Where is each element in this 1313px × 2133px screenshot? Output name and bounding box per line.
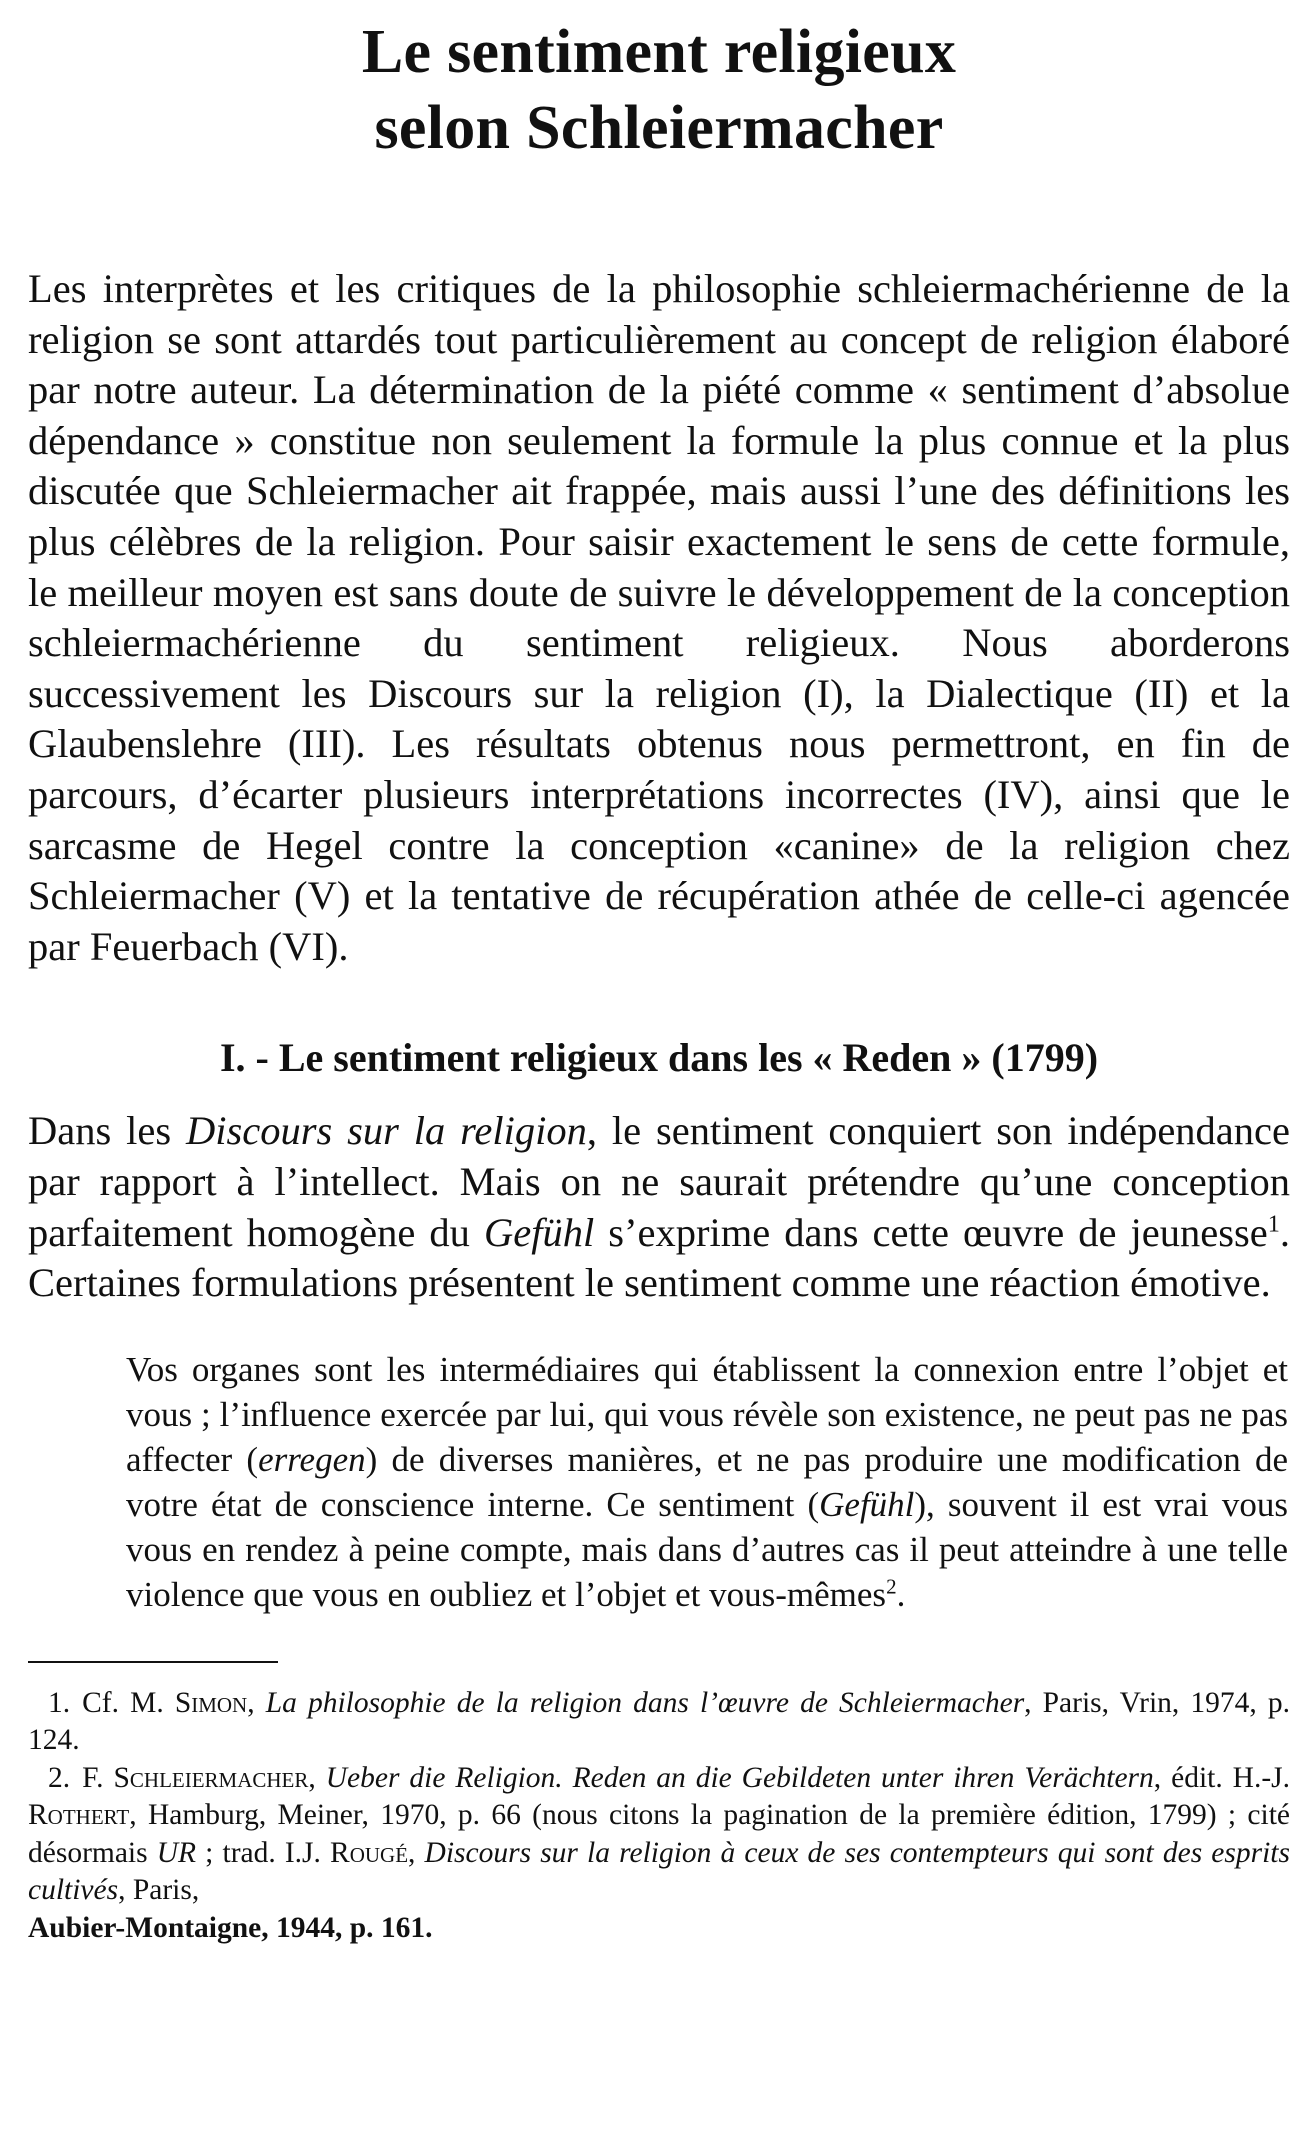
- title-line-2: selon Schleiermacher: [374, 94, 944, 162]
- footnote-1: [28, 1685, 1290, 1760]
- text-run: Vos organes sont les intermédiaires qui établissent la connexion entre l’objet et vous ; l’influence exercée par lui, qui vous révèle son existence, ne peut pas ne pas affecter (: [126, 1349, 1288, 1479]
- footnote-separator: [28, 1661, 278, 1663]
- author-name: Simon: [174, 1686, 248, 1719]
- footnote-ref-2[interactable]: 2: [886, 1574, 897, 1599]
- footnotes: [28, 1685, 1290, 1948]
- text-run: , Paris, Vrin, 1974, p. 124.: [28, 1686, 1290, 1757]
- book-title: Discours sur la religion à ceux de ses contempteurs qui sont des esprits cultivés: [28, 1836, 1290, 1907]
- text-run: .: [896, 1574, 906, 1614]
- text-run: Dans les: [28, 1108, 186, 1154]
- intro-paragraph: Les interprètes et les critiques de la philosophie schleiermachérienne de la religion se sont attardés tout particulièrement au concept de religion élaboré par notre auteur. La détermination de la piété comme « sentiment d’absolue dépendance » constitue non seulement la formule la plus connue et la plus discutée que Schleiermacher ait frappée, mais aussi l’une des définitions les plus célèbres de la religion. Pour saisir exactement le sens de cette formule, le meilleur moyen est sans doute de suivre le développement de la conception schleiermachérienne du sentiment religieux. Nous aborderons successivement les Discours sur la religion (I), la Dialectique (II) et la Glaubenslehre (III). Les résultats obtenus nous permettront, en fin de parcours, d’écarter plusieurs interprétations incorrectes (IV), ainsi que le sarcasme de Hegel contre la conception «canine» de la religion chez Schleiermacher (V) et la tentative de récupération athée de celle-ci agencée par Feuerbach (VI).: [28, 266, 1290, 969]
- footnote-number: 1.: [48, 1686, 71, 1719]
- page: [28, 14, 1290, 1947]
- text-run: , Paris,: [118, 1874, 200, 1907]
- title-line-1: Le sentiment religieux: [361, 18, 957, 86]
- text-run: , édit. H.-J.: [1153, 1761, 1291, 1794]
- footnote-number: 2.: [48, 1761, 71, 1794]
- italic-term: Gefühl: [483, 1209, 595, 1255]
- text-run: ,: [247, 1686, 266, 1719]
- text-run: s’exprime dans cette œuvre de jeunesse: [594, 1209, 1268, 1255]
- text-run: ,: [408, 1836, 425, 1869]
- footnote-ref-1[interactable]: 1: [1267, 1210, 1280, 1237]
- book-title: Ueber die Religion. Reden an die Gebildeten unter ihren Verächtern: [325, 1761, 1154, 1794]
- editor-name: Rothert: [28, 1799, 130, 1832]
- text-run: . Certaines formulations présentent le sentiment comme une réaction émotive.: [28, 1209, 1291, 1306]
- text-run: F.: [82, 1761, 114, 1794]
- text-run: ), souvent il est vrai vous vous en rendez à peine compte, mais dans d’autres cas il peut atteindre à une telle violence que vous en oubliez et l’objet et vous-mêmes: [126, 1484, 1288, 1614]
- footnote-2: [28, 1760, 1290, 1948]
- text-run: , le sentiment conquiert son indépendance par rapport à l’intellect. Mais on ne saurait prétendre qu’une conception parfaitement homogène du: [28, 1108, 1290, 1255]
- text-run: , Hamburg, Meiner, 1970, p. 66 (nous citons la pagination de la première édition, 1799) ; cité désormais: [28, 1799, 1290, 1869]
- book-title: La philosophie de la religion dans l’œuvre de Schleiermacher: [265, 1686, 1025, 1719]
- italic-term: erregen: [258, 1439, 366, 1479]
- translator-name: Rougé: [330, 1836, 409, 1869]
- section-paragraph: [28, 1106, 1290, 1308]
- italic-title: Discours sur la religion: [186, 1108, 587, 1154]
- text-run: Cf. M.: [82, 1686, 175, 1719]
- page-title: [28, 14, 1290, 166]
- text-run: ; trad. I.J.: [196, 1836, 331, 1869]
- block-quote: [28, 1347, 1290, 1617]
- publisher-line: Aubier-Montaigne, 1944, p. 161.: [28, 1911, 433, 1944]
- text-run: ,: [308, 1761, 326, 1794]
- text-run: ) de diverses manières, et ne pas produire une modification de votre état de conscience interne. Ce sentiment (: [126, 1439, 1289, 1524]
- italic-term: Gefühl: [819, 1484, 915, 1524]
- section-heading: I. - Le sentiment religieux dans les « Reden » (1799): [219, 1035, 1099, 1081]
- author-name: Schleiermacher: [113, 1761, 309, 1794]
- abbreviation: UR: [156, 1836, 197, 1869]
